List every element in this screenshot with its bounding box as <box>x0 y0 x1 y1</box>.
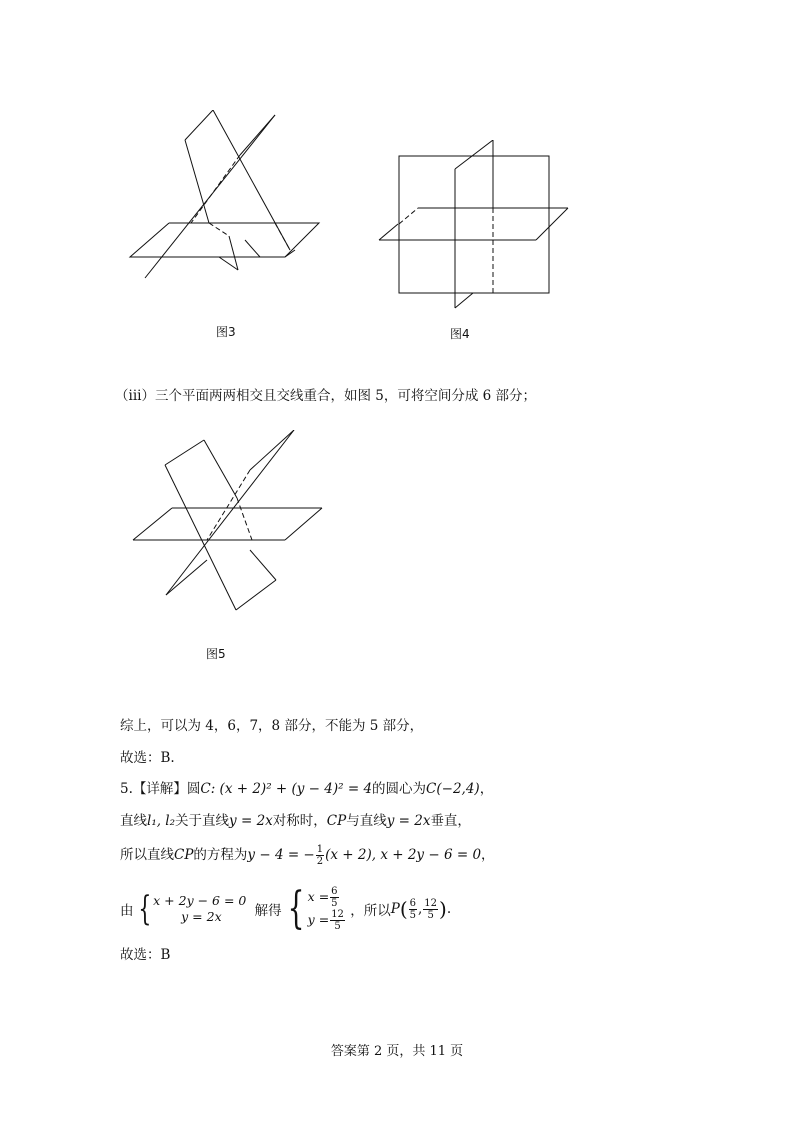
q5-solution-y-label: y = <box>307 912 330 927</box>
page-footer: 答案第 2 页，共 11 页 <box>330 1044 464 1059</box>
choice-q5: 故选：B <box>120 947 171 963</box>
q5-cp-b: CP <box>174 847 194 863</box>
q5-system <box>153 893 246 925</box>
fraction-numerator: 6 <box>409 897 416 909</box>
q5-line-4 <box>120 883 452 934</box>
q5-y2x-b: y = 2x <box>386 813 431 829</box>
q5-line3-fraction <box>316 844 324 867</box>
q5-line2-e: 垂直， <box>430 813 471 829</box>
case-iii-text: （iii）三个平面两两相交且交线重合，如图 5，可将空间分成 6 部分； <box>115 388 537 404</box>
fraction-numerator: 12 <box>331 909 344 920</box>
figure-5-drawing <box>132 430 324 615</box>
q5-line4-end: . <box>446 901 452 917</box>
q5-line-3 <box>120 844 495 867</box>
q5-circle-equation: C: (x + 2)² + (y − 4)² = 4 <box>200 781 373 797</box>
q5-comma: ， <box>479 781 494 797</box>
q5-solution-x-label: x = <box>307 889 330 904</box>
q5-line2-c: 对称时， <box>272 813 327 829</box>
q5-line3-eq1: y − 4 = − <box>247 847 315 863</box>
q5-line4-solve: 解得 <box>254 903 282 919</box>
q5-line3-eq2: (x + 2), x + 2y − 6 = 0 <box>325 847 482 863</box>
q5-line2-b: 关于直线 <box>175 813 230 829</box>
q5-system-eq1: x + 2y − 6 = 0 <box>153 893 247 908</box>
fraction-denominator: 2 <box>316 856 324 867</box>
q5-line3-end: ， <box>481 847 495 863</box>
fraction-numerator: 6 <box>331 886 338 897</box>
q5-line3-a: 所以直线 <box>120 847 174 863</box>
fraction-denominator: 5 <box>409 909 416 921</box>
q5-center-prefix: 的圆心为 <box>372 781 427 797</box>
summary-text: 综上，可以为 4，6，7，8 部分，不能为 5 部分， <box>120 718 424 734</box>
q5-l1l2: l₁, l₂ <box>147 813 176 829</box>
fraction-numerator: 1 <box>316 844 324 855</box>
figure-3-caption: 图3 <box>216 325 236 339</box>
q5-point-p: P <box>390 901 400 917</box>
figure-4-caption: 图4 <box>450 327 470 341</box>
left-brace-icon-2: { <box>287 883 305 934</box>
left-paren-icon: ( <box>399 897 408 921</box>
q5-line2-d: 与直线 <box>346 813 387 829</box>
q5-solution-x <box>308 886 346 909</box>
q5-line-2 <box>120 811 471 831</box>
q5-solution-y-fraction <box>330 909 345 932</box>
q5-head: 5.【详解】圆 <box>120 781 201 797</box>
q5-line-1 <box>120 779 493 799</box>
right-paren-icon: ) <box>439 897 447 921</box>
q5-solution <box>308 886 346 932</box>
q5-y2x-a: y = 2x <box>229 813 273 829</box>
figure-5-caption: 图5 <box>206 647 226 661</box>
q5-line4-so: ，所以 <box>350 903 391 919</box>
comma-symbol: , <box>418 901 423 917</box>
figure-3-drawing <box>125 110 325 280</box>
q5-solution-y <box>308 909 346 932</box>
choice-q4: 故选：B. <box>120 750 175 766</box>
q5-line2-a: 直线 <box>120 813 147 829</box>
q5-line3-b: 的方程为 <box>193 847 248 863</box>
figure-4-drawing <box>378 140 573 310</box>
fraction-denominator: 5 <box>427 909 434 921</box>
figure-3 <box>125 110 325 280</box>
fraction-numerator: 12 <box>424 897 438 909</box>
q5-point-y <box>423 898 438 921</box>
q5-center: C(−2,4) <box>426 781 480 797</box>
left-brace-icon: { <box>137 889 151 929</box>
figure-4 <box>378 140 573 310</box>
q5-line4-you: 由 <box>120 903 134 919</box>
q5-solution-x-fraction <box>330 886 338 909</box>
q5-point-x <box>409 898 417 921</box>
fraction-denominator: 5 <box>331 898 338 909</box>
fraction-denominator: 5 <box>334 921 341 932</box>
q5-system-eq2: y = 2x <box>181 909 222 924</box>
q5-cp-a: CP <box>326 813 347 829</box>
figure-5 <box>132 430 324 615</box>
